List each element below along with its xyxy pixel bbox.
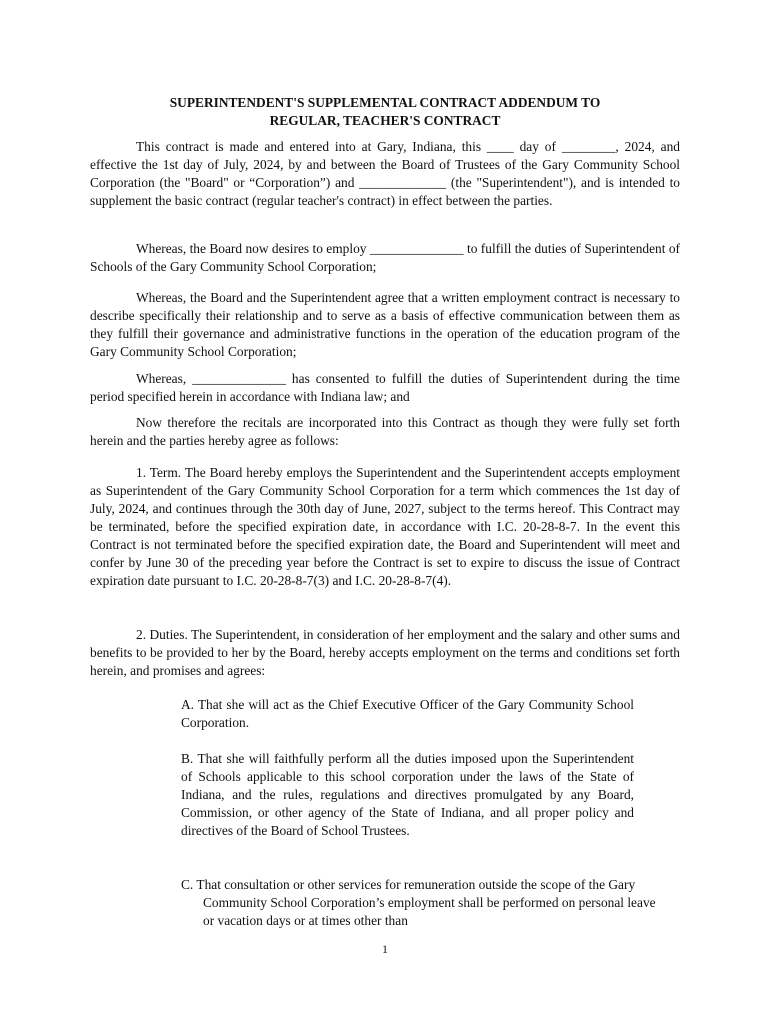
whereas-paragraph-3: Whereas, ______________ has consented to fulfill the duties of Superintendent during the time period specified herein in accordance with Indiana law; and (90, 371, 680, 404)
duty-item-c: C. That consultation or other services for remuneration outside the scope of the Gary Community School Corporation’s employment shall be performed on personal leave or vacation days or at times other than (181, 877, 656, 928)
recitals-paragraph: Now therefore the recitals are incorporated into this Contract as though they were fully set forth herein and the parties hereby agree as follows: (90, 415, 680, 448)
title-line-2: REGULAR, TEACHER'S CONTRACT (269, 113, 501, 128)
term-paragraph: 1. Term. The Board hereby employs the Superintendent and the Superintendent accepts employment as Superintendent of the Gary Community School Corporation for a term which commences the 1st day of July, 2024, and continues through the 30th day of June, 2027, subject to the terms hereof. This Contract may be terminated, before the specified expiration date, in accordance with I.C. 20-28-8-7. In the event this Contract is not terminated before the specified expiration date, the Board and Superintendent will meet and confer by June 30 of the preceding year before the Contract is set to expire to discuss the issue of Contract expiration date pursuant to I.C. 20-28-8-7(3) and I.C. 20-28-8-7(4). (90, 465, 680, 588)
whereas-paragraph-1: Whereas, the Board now desires to employ ______________ to fulfill the duties of Superintendent of Schools of the Gary Community School Corporation; (90, 241, 680, 274)
whereas-paragraph-2: Whereas, the Board and the Superintendent agree that a written employment contract is necessary to describe specifically their relationship and to serve as a basis of effective communication between them as they fulfill their governance and administrative functions in the operation of the education program of the Gary Community School Corporation; (90, 290, 680, 359)
duty-item-b: B. That she will faithfully perform all the duties imposed upon the Superintendent of Schools applicable to this school corporation under the laws of the State of Indiana, and the rules, regulations and directives promulgated by any Board, Commission, or other agency of the State of Indiana, and all proper policy and directives of the Board of School Trustees. (181, 751, 634, 838)
intro-paragraph: This contract is made and entered into at Gary, Indiana, this ____ day of ________, 2024, and effective the 1st day of July, 2024, by and between the Board of Trustees of the Gary Community School Corporation (the "Board" or “Corporation”) and _____________ (the "Superintendent"), and is intended to supplement the basic contract (regular teacher's contract) in effect between the parties. (90, 139, 680, 208)
page-number: 1 (382, 942, 388, 956)
duty-item-a: A. That she will act as the Chief Executive Officer of the Gary Community School Corporation. (181, 697, 634, 730)
title-line-1: SUPERINTENDENT'S SUPPLEMENTAL CONTRACT ADDENDUM TO (169, 95, 601, 110)
duties-paragraph: 2. Duties. The Superintendent, in consideration of her employment and the salary and other sums and benefits to be provided to her by the Board, hereby accepts employment on the terms and conditions set forth herein, and promises and agrees: (90, 627, 680, 678)
document-title (90, 94, 680, 130)
